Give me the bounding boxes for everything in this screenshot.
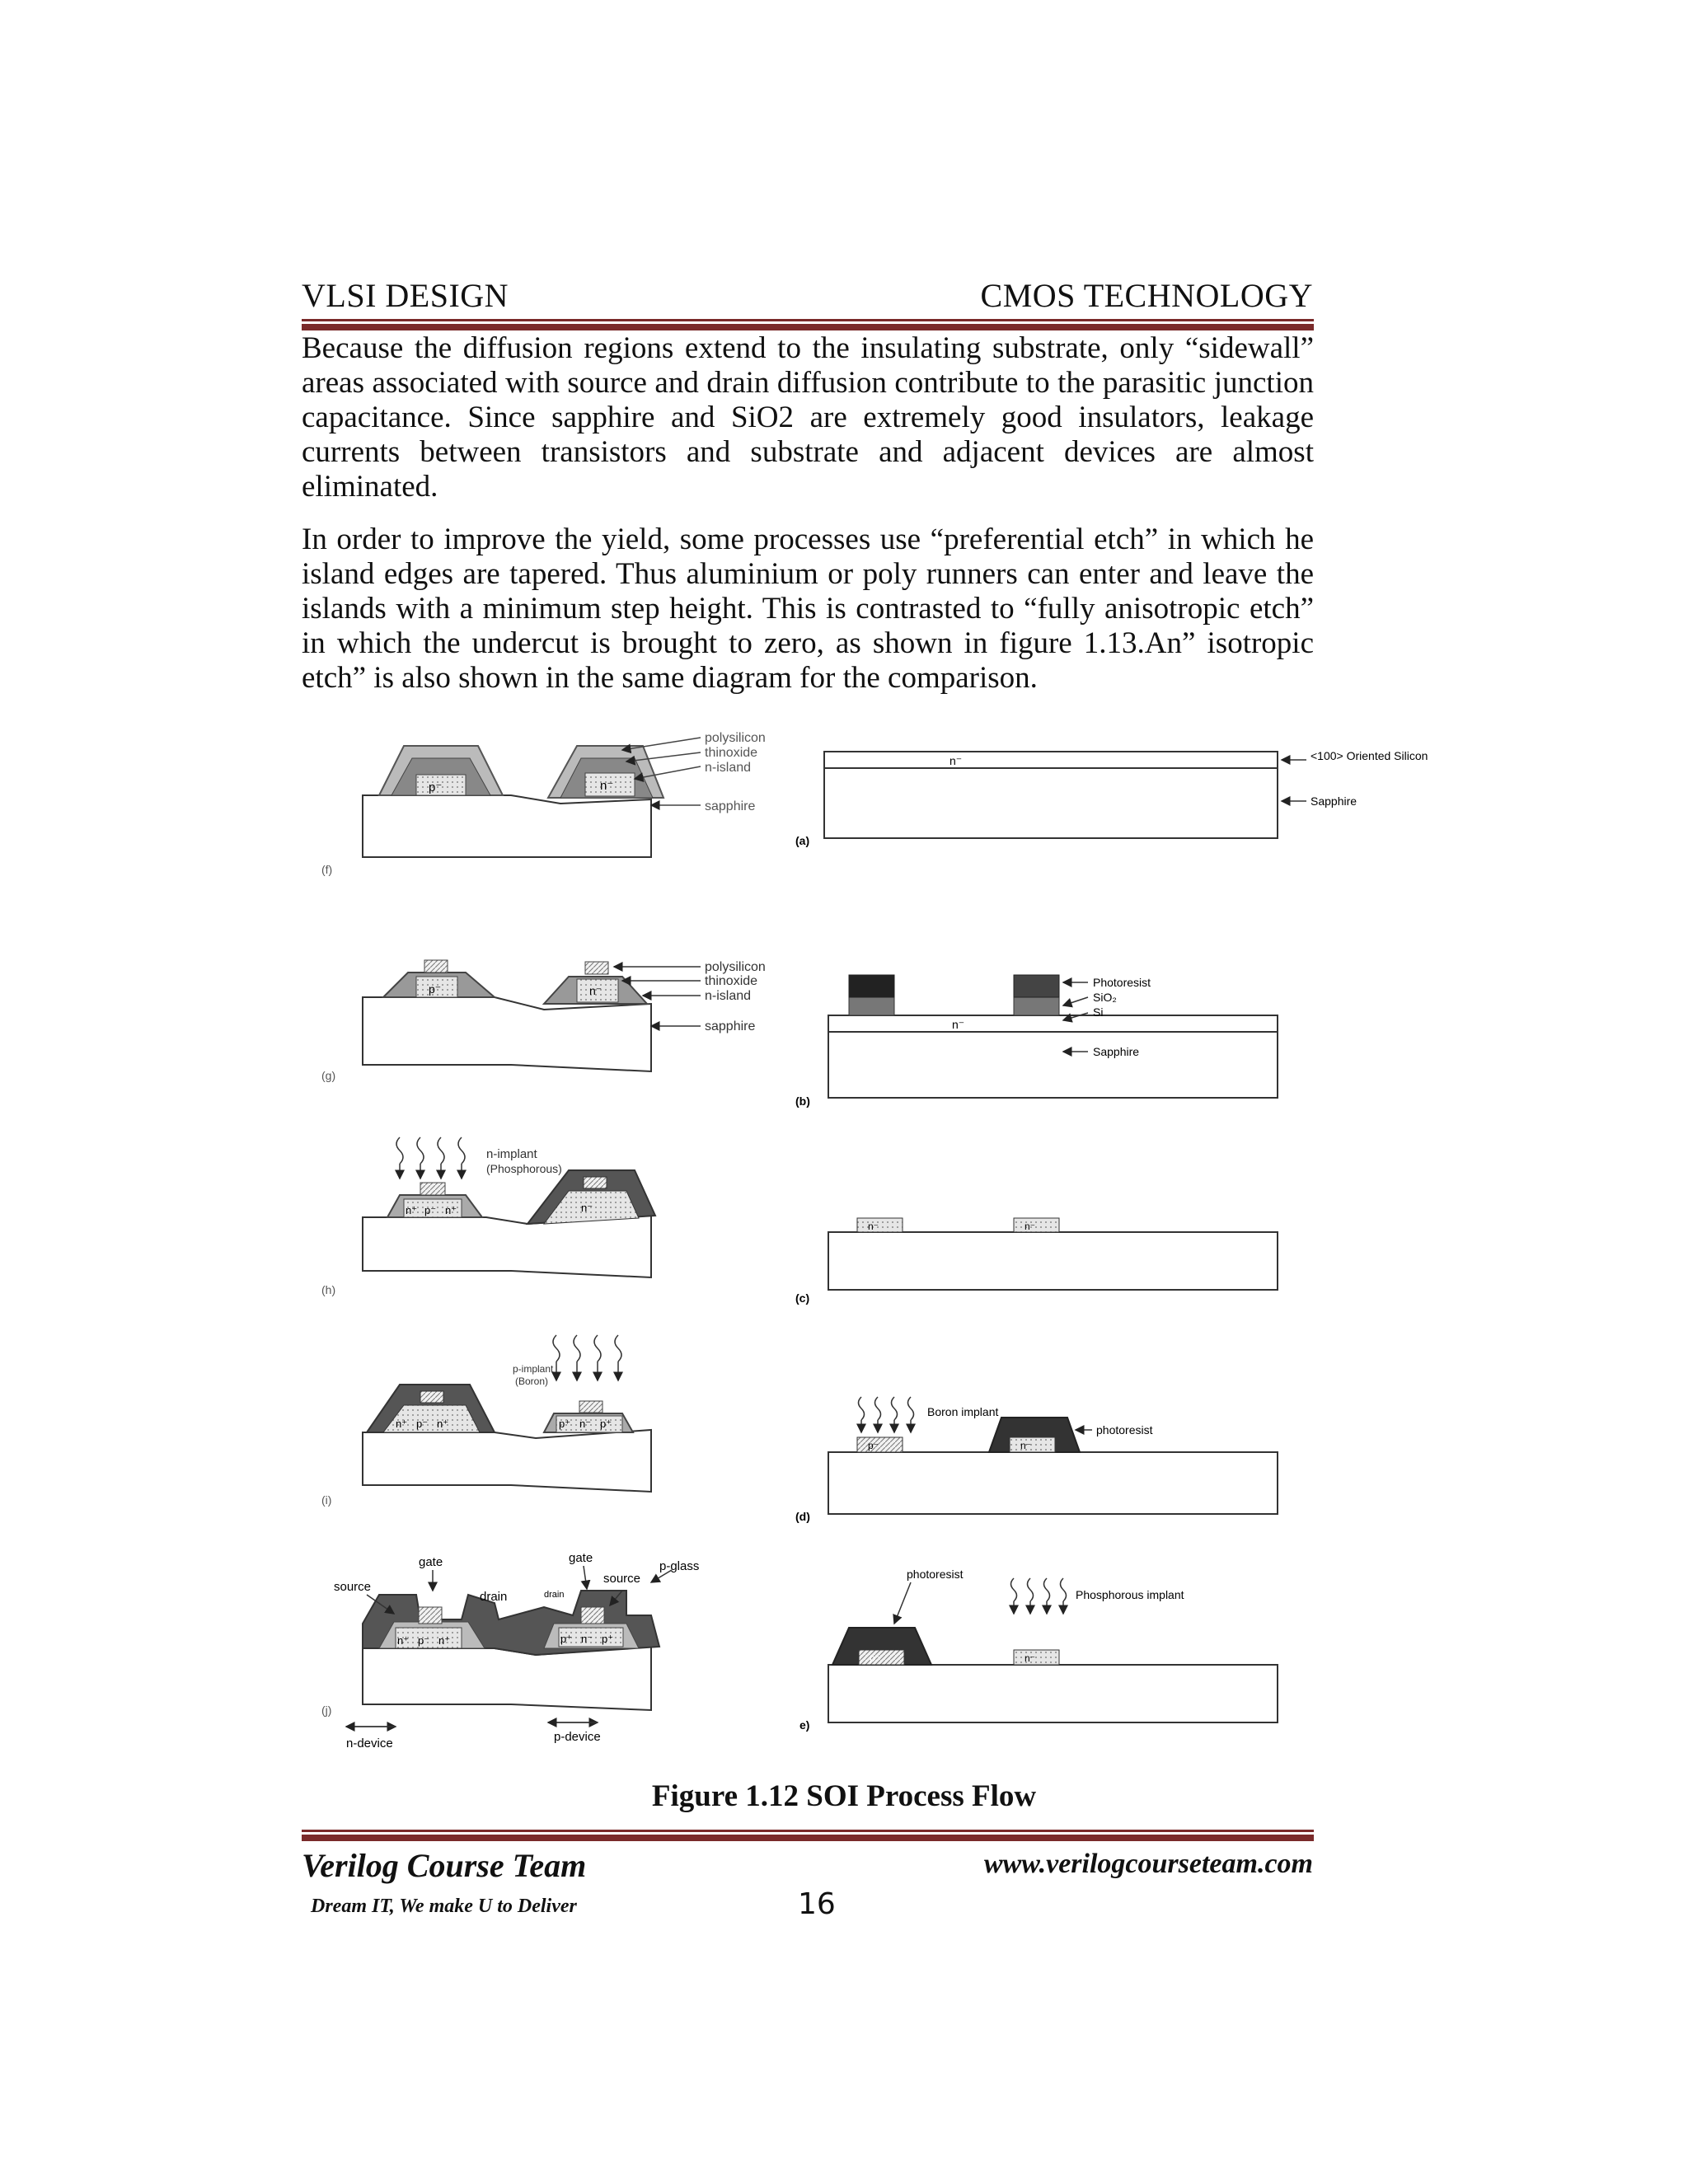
panel-i	[321, 1335, 651, 1507]
region-label: n⁺	[406, 1204, 418, 1216]
region-label: p⁺	[559, 1418, 571, 1430]
region-label: p⁺	[600, 1418, 612, 1430]
region-label: p⁻	[416, 1418, 429, 1430]
panel-tag: (c)	[795, 1291, 810, 1305]
region-label: n⁺	[438, 1634, 451, 1647]
label: thinoxide	[705, 974, 758, 988]
label: polysilicon	[705, 960, 766, 974]
region-label: p⁻	[868, 1440, 879, 1451]
label: Si	[1093, 1005, 1104, 1019]
panel-g	[321, 960, 766, 1082]
label: n-device	[346, 1736, 393, 1750]
header-left: VLSI DESIGN	[302, 277, 509, 314]
label: Sapphire	[1093, 1045, 1140, 1058]
label: Phosphorous implant	[1076, 1588, 1184, 1601]
footer-tagline: Dream IT, We make U to Deliver	[311, 1896, 577, 1917]
label: Boron implant	[927, 1405, 999, 1418]
label: Photoresist	[1093, 976, 1151, 989]
region-label: n⁻	[589, 984, 603, 997]
panel-j	[321, 1551, 699, 1750]
panel-tag: (d)	[795, 1510, 810, 1523]
region-label: p⁻	[429, 982, 442, 996]
label: photoresist	[1096, 1423, 1153, 1436]
label: Sapphire	[1311, 794, 1357, 808]
label: n-implant	[486, 1147, 537, 1161]
paragraph-2: In order to improve the yield, some processes use “preferential etch” in which he island edges are tapered. Thus aluminium or poly runners can enter and leave the islands with a minimum step height. This is contrasted to “fully anisotropic etch” in which the undercut is brought to zero, as shown in figure 1.13.An” isotropic etch” is also shown in the same diagram for the comparison.	[302, 523, 1314, 695]
region-label: n⁺	[397, 1634, 410, 1647]
footer-team: Verilog Course Team	[302, 1847, 587, 1884]
header-right: CMOS TECHNOLOGY	[980, 277, 1313, 314]
region-label: n⁻	[1025, 1652, 1036, 1664]
panel-tag: (h)	[321, 1283, 336, 1296]
panel-f	[321, 731, 766, 876]
body-text	[302, 331, 1314, 714]
region-label: n⁺	[437, 1418, 449, 1430]
label: sapphire	[705, 799, 756, 813]
region-label: p⁺	[560, 1633, 573, 1645]
footer-rule	[302, 1830, 1314, 1841]
panel-tag: (a)	[795, 834, 810, 847]
panel-b	[795, 975, 1278, 1108]
label: p-device	[554, 1730, 601, 1744]
region-label: n⁻	[1025, 1221, 1036, 1232]
region-label: p⁺	[602, 1633, 614, 1645]
paragraph-1: Because the diffusion regions extend to the insulating substrate, only “sidewall” areas associated with source and drain diffusion contribute to the parasitic junction capacitance. Since sapphire and SiO2 are extremely good insulators, leakage currents between transistors and substrate and adjacent devices are almost eliminated.	[302, 331, 1314, 504]
label: drain	[544, 1590, 565, 1600]
label: source	[334, 1580, 372, 1594]
footer-url[interactable]: www.verilogcourseteam.com	[983, 1849, 1313, 1879]
label: photoresist	[907, 1568, 964, 1581]
label: source	[603, 1572, 641, 1586]
panel-tag: (f)	[321, 863, 333, 876]
region-label: n⁺	[396, 1418, 408, 1430]
panel-c	[795, 1218, 1278, 1305]
region-label: n⁻	[581, 1202, 593, 1214]
page-number: 16	[798, 1887, 836, 1921]
region-label: p⁻	[418, 1634, 430, 1647]
label: n-island	[705, 989, 752, 1003]
region-label: n⁻	[1020, 1440, 1032, 1451]
label: sapphire	[705, 1019, 756, 1033]
region-label: n⁻	[581, 1633, 593, 1645]
panel-tag: (i)	[321, 1493, 332, 1507]
label: <100> Oriented Silicon	[1311, 749, 1428, 762]
region-label: n⁺	[445, 1204, 457, 1216]
panel-tag: e)	[799, 1718, 810, 1732]
region-label: p⁻	[424, 1204, 437, 1216]
region-label: n⁻	[950, 754, 963, 767]
panel-tag: (g)	[321, 1069, 336, 1082]
soi-process-figure	[297, 725, 1428, 1760]
header-rule	[302, 319, 1314, 330]
region-label: n⁻	[952, 1018, 965, 1031]
label: (Phosphorous)	[486, 1162, 562, 1175]
region-label: n⁻	[868, 1221, 879, 1232]
label: thinoxide	[705, 746, 758, 760]
panel-tag: (j)	[321, 1704, 332, 1717]
label: polysilicon	[705, 731, 766, 745]
label: (Boron)	[515, 1376, 549, 1387]
label: drain	[480, 1590, 508, 1604]
label: p-implant	[513, 1363, 554, 1375]
label: n-island	[705, 761, 752, 775]
panel-d	[795, 1397, 1278, 1523]
region-label: p⁻	[870, 1652, 881, 1664]
panel-a	[795, 749, 1428, 847]
region-label: p⁻	[429, 780, 443, 794]
label: gate	[419, 1555, 443, 1569]
panel-tag: (b)	[795, 1094, 810, 1108]
label: SiO₂	[1093, 991, 1117, 1004]
label: p-glass	[659, 1559, 700, 1573]
label: gate	[569, 1551, 593, 1565]
figure-caption: Figure 1.12 SOI Process Flow	[651, 1779, 1037, 1813]
region-label: n⁻	[600, 779, 614, 793]
panel-h	[321, 1137, 655, 1296]
panel-e	[799, 1568, 1278, 1732]
region-label: n⁻	[579, 1418, 592, 1430]
